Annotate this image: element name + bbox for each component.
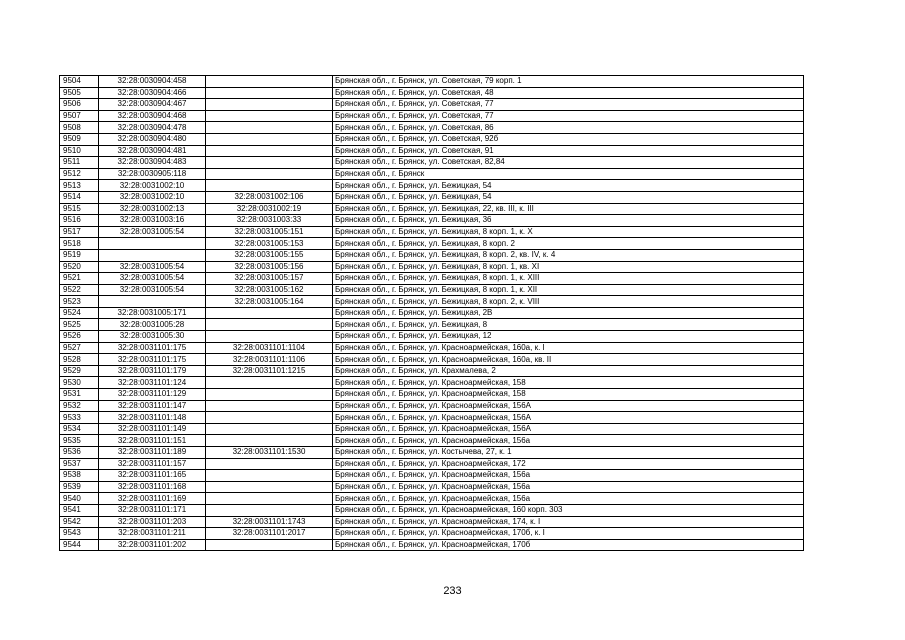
row-number-cell: 9529: [60, 365, 99, 377]
row-number-cell: 9509: [60, 133, 99, 145]
parcel-number-cell: 32:28:0030904:466: [99, 87, 206, 99]
parcel-number-cell: 32:28:0031101:211: [99, 528, 206, 540]
address-cell: Брянская обл., г. Брянск, ул. Красноармейская, 160а, к. I: [333, 342, 804, 354]
row-number-cell: 9522: [60, 284, 99, 296]
table-row: [60, 342, 804, 354]
parcel-number-cell: 32:28:0030904:467: [99, 99, 206, 111]
object-number-cell: [206, 470, 333, 482]
parcel-number-cell: 32:28:0031101:149: [99, 423, 206, 435]
object-number-cell: 32:28:0031005:162: [206, 284, 333, 296]
parcel-number-cell: 32:28:0031101:168: [99, 481, 206, 493]
row-number-cell: 9515: [60, 203, 99, 215]
parcel-number-cell: 32:28:0030904:480: [99, 133, 206, 145]
address-cell: Брянская обл., г. Брянск, ул. Бежицкая, 22, кв. III, к. III: [333, 203, 804, 215]
address-cell: Брянская обл., г. Брянск, ул. Красноармейская, 158: [333, 377, 804, 389]
parcel-number-cell: 32:28:0031101:202: [99, 539, 206, 551]
parcel-number-cell: 32:28:0031101:148: [99, 412, 206, 424]
object-number-cell: [206, 168, 333, 180]
table-row: [60, 215, 804, 227]
address-cell: Брянская обл., г. Брянск, ул. Бежицкая, 2В: [333, 307, 804, 319]
table-row: [60, 319, 804, 331]
parcel-number-cell: 32:28:0031101:171: [99, 504, 206, 516]
parcel-number-cell: 32:28:0031005:54: [99, 226, 206, 238]
table-row: [60, 203, 804, 215]
row-number-cell: 9513: [60, 180, 99, 192]
object-number-cell: [206, 458, 333, 470]
row-number-cell: 9517: [60, 226, 99, 238]
table-row: [60, 261, 804, 273]
row-number-cell: 9543: [60, 528, 99, 540]
address-cell: Брянская обл., г. Брянск, ул. Красноармейская, 174, к. I: [333, 516, 804, 528]
object-number-cell: 32:28:0031005:164: [206, 296, 333, 308]
table-row: [60, 99, 804, 111]
table-row: [60, 377, 804, 389]
row-number-cell: 9520: [60, 261, 99, 273]
parcel-number-cell: 32:28:0031101:189: [99, 447, 206, 459]
row-number-cell: 9512: [60, 168, 99, 180]
parcel-number-cell: 32:28:0031101:175: [99, 354, 206, 366]
parcel-number-cell: 32:28:0031101:151: [99, 435, 206, 447]
object-number-cell: 32:28:0031101:1530: [206, 447, 333, 459]
table-row: [60, 168, 804, 180]
address-cell: Брянская обл., г. Брянск, ул. Бежицкая, 8 корп. 2, кв. IV, к. 4: [333, 249, 804, 261]
parcel-number-cell: 32:28:0031002:10: [99, 180, 206, 192]
object-number-cell: 32:28:0031101:1106: [206, 354, 333, 366]
object-number-cell: [206, 504, 333, 516]
parcel-number-cell: 32:28:0031005:54: [99, 261, 206, 273]
parcel-number-cell: 32:28:0031101:157: [99, 458, 206, 470]
table-row: [60, 296, 804, 308]
table-row: [60, 365, 804, 377]
address-cell: Брянская обл., г. Брянск, ул. Советская, 77: [333, 99, 804, 111]
address-cell: Брянская обл., г. Брянск, ул. Бежицкая, 8 корп. 1, к. XII: [333, 284, 804, 296]
registry-table: [59, 75, 804, 551]
address-cell: Брянская обл., г. Брянск, ул. Бежицкая, 8 корп. 1, к. X: [333, 226, 804, 238]
table-row: [60, 226, 804, 238]
table-row: [60, 528, 804, 540]
object-number-cell: [206, 99, 333, 111]
object-number-cell: [206, 493, 333, 505]
address-cell: Брянская обл., г. Брянск: [333, 168, 804, 180]
row-number-cell: 9532: [60, 400, 99, 412]
row-number-cell: 9541: [60, 504, 99, 516]
address-cell: Брянская обл., г. Брянск, ул. Красноармейская, 156А: [333, 400, 804, 412]
object-number-cell: 32:28:0031005:156: [206, 261, 333, 273]
row-number-cell: 9508: [60, 122, 99, 134]
table-row: [60, 122, 804, 134]
object-number-cell: 32:28:0031005:157: [206, 273, 333, 285]
address-cell: Брянская обл., г. Брянск, ул. Советская, 77: [333, 110, 804, 122]
address-cell: Брянская обл., г. Брянск, ул. Советская, 79 корп. 1: [333, 76, 804, 88]
parcel-number-cell: 32:28:0031005:30: [99, 331, 206, 343]
object-number-cell: [206, 539, 333, 551]
address-cell: Брянская обл., г. Брянск, ул. Бежицкая, 54: [333, 191, 804, 203]
parcel-number-cell: 32:28:0031101:147: [99, 400, 206, 412]
address-cell: Брянская обл., г. Брянск, ул. Красноармейская, 170б: [333, 539, 804, 551]
parcel-number-cell: 32:28:0031101:203: [99, 516, 206, 528]
object-number-cell: [206, 110, 333, 122]
object-number-cell: 32:28:0031005:155: [206, 249, 333, 261]
parcel-number-cell: 32:28:0031003:16: [99, 215, 206, 227]
table-row: [60, 191, 804, 203]
object-number-cell: 32:28:0031003:33: [206, 215, 333, 227]
address-cell: Брянская обл., г. Брянск, ул. Советская, 91: [333, 145, 804, 157]
table-row: [60, 273, 804, 285]
row-number-cell: 9542: [60, 516, 99, 528]
row-number-cell: 9519: [60, 249, 99, 261]
row-number-cell: 9533: [60, 412, 99, 424]
object-number-cell: [206, 435, 333, 447]
table-body: [60, 76, 804, 551]
parcel-number-cell: 32:28:0031005:28: [99, 319, 206, 331]
address-cell: Брянская обл., г. Брянск, ул. Крахмалева, 2: [333, 365, 804, 377]
row-number-cell: 9511: [60, 157, 99, 169]
table-row: [60, 389, 804, 401]
row-number-cell: 9537: [60, 458, 99, 470]
row-number-cell: 9526: [60, 331, 99, 343]
row-number-cell: 9544: [60, 539, 99, 551]
row-number-cell: 9534: [60, 423, 99, 435]
object-number-cell: [206, 157, 333, 169]
parcel-number-cell: 32:28:0031002:13: [99, 203, 206, 215]
table-row: [60, 145, 804, 157]
object-number-cell: 32:28:0031005:153: [206, 238, 333, 250]
object-number-cell: [206, 331, 333, 343]
row-number-cell: 9506: [60, 99, 99, 111]
object-number-cell: [206, 400, 333, 412]
table-row: [60, 249, 804, 261]
parcel-number-cell: 32:28:0031101:175: [99, 342, 206, 354]
address-cell: Брянская обл., г. Брянск, ул. Бежицкая, 54: [333, 180, 804, 192]
object-number-cell: 32:28:0031002:19: [206, 203, 333, 215]
table-row: [60, 435, 804, 447]
table-row: [60, 307, 804, 319]
parcel-number-cell: 32:28:0030904:483: [99, 157, 206, 169]
address-cell: Брянская обл., г. Брянск, ул. Советская, 82,84: [333, 157, 804, 169]
table-row: [60, 238, 804, 250]
address-cell: Брянская обл., г. Брянск, ул. Бежицкая, 12: [333, 331, 804, 343]
object-number-cell: 32:28:0031101:1104: [206, 342, 333, 354]
table-row: [60, 157, 804, 169]
parcel-number-cell: 32:28:0031101:169: [99, 493, 206, 505]
parcel-number-cell: 32:28:0031005:171: [99, 307, 206, 319]
parcel-number-cell: 32:28:0030904:468: [99, 110, 206, 122]
address-cell: Брянская обл., г. Брянск, ул. Бежицкая, 8 корп. 2: [333, 238, 804, 250]
address-cell: Брянская обл., г. Брянск, ул. Красноармейская, 158: [333, 389, 804, 401]
row-number-cell: 9523: [60, 296, 99, 308]
parcel-number-cell: 32:28:0031101:179: [99, 365, 206, 377]
object-number-cell: [206, 180, 333, 192]
table-row: [60, 180, 804, 192]
object-number-cell: [206, 423, 333, 435]
object-number-cell: [206, 377, 333, 389]
object-number-cell: 32:28:0031005:151: [206, 226, 333, 238]
parcel-number-cell: 32:28:0031101:129: [99, 389, 206, 401]
row-number-cell: 9525: [60, 319, 99, 331]
page-number: 233: [443, 585, 462, 597]
object-number-cell: [206, 76, 333, 88]
row-number-cell: 9504: [60, 76, 99, 88]
address-cell: Брянская обл., г. Брянск, ул. Бежицкая, 8 корп. 2, к. VIII: [333, 296, 804, 308]
address-cell: Брянская обл., г. Брянск, ул. Красноармейская, 156а: [333, 470, 804, 482]
object-number-cell: [206, 133, 333, 145]
row-number-cell: 9521: [60, 273, 99, 285]
row-number-cell: 9514: [60, 191, 99, 203]
address-cell: Брянская обл., г. Брянск, ул. Красноармейская, 156а: [333, 493, 804, 505]
row-number-cell: 9524: [60, 307, 99, 319]
address-cell: Брянская обл., г. Брянск, ул. Красноармейская, 172: [333, 458, 804, 470]
address-cell: Брянская обл., г. Брянск, ул. Советская, 86: [333, 122, 804, 134]
object-number-cell: 32:28:0031101:2017: [206, 528, 333, 540]
table-row: [60, 133, 804, 145]
row-number-cell: 9516: [60, 215, 99, 227]
address-cell: Брянская обл., г. Брянск, ул. Красноармейская, 160а, кв. II: [333, 354, 804, 366]
address-cell: Брянская обл., г. Брянск, ул. Красноармейская, 160 корп. 303: [333, 504, 804, 516]
address-cell: Брянская обл., г. Брянск, ул. Бежицкая, 8 корп. 1, к. XIII: [333, 273, 804, 285]
row-number-cell: 9535: [60, 435, 99, 447]
table-row: [60, 447, 804, 459]
row-number-cell: 9540: [60, 493, 99, 505]
table-row: [60, 481, 804, 493]
table-row: [60, 284, 804, 296]
parcel-number-cell: [99, 238, 206, 250]
row-number-cell: 9518: [60, 238, 99, 250]
row-number-cell: 9530: [60, 377, 99, 389]
object-number-cell: [206, 389, 333, 401]
table-row: [60, 412, 804, 424]
parcel-number-cell: 32:28:0030904:481: [99, 145, 206, 157]
row-number-cell: 9538: [60, 470, 99, 482]
address-cell: Брянская обл., г. Брянск, ул. Бежицкая, 36: [333, 215, 804, 227]
row-number-cell: 9539: [60, 481, 99, 493]
address-cell: Брянская обл., г. Брянск, ул. Советская, 92б: [333, 133, 804, 145]
object-number-cell: 32:28:0031101:1743: [206, 516, 333, 528]
address-cell: Брянская обл., г. Брянск, ул. Бежицкая, 8: [333, 319, 804, 331]
object-number-cell: [206, 145, 333, 157]
table-row: [60, 539, 804, 551]
row-number-cell: 9507: [60, 110, 99, 122]
table-row: [60, 423, 804, 435]
parcel-number-cell: 32:28:0030904:458: [99, 76, 206, 88]
table-row: [60, 87, 804, 99]
address-cell: Брянская обл., г. Брянск, ул. Костычева, 27, к. 1: [333, 447, 804, 459]
parcel-number-cell: [99, 249, 206, 261]
row-number-cell: 9536: [60, 447, 99, 459]
object-number-cell: [206, 122, 333, 134]
object-number-cell: [206, 412, 333, 424]
row-number-cell: 9505: [60, 87, 99, 99]
object-number-cell: [206, 481, 333, 493]
address-cell: Брянская обл., г. Брянск, ул. Красноармейская, 156а: [333, 435, 804, 447]
table-row: [60, 516, 804, 528]
row-number-cell: 9528: [60, 354, 99, 366]
table-row: [60, 400, 804, 412]
table-row: [60, 331, 804, 343]
address-cell: Брянская обл., г. Брянск, ул. Красноармейская, 156А: [333, 423, 804, 435]
table-row: [60, 76, 804, 88]
object-number-cell: [206, 307, 333, 319]
parcel-number-cell: 32:28:0031101:165: [99, 470, 206, 482]
address-cell: Брянская обл., г. Брянск, ул. Бежицкая, 8 корп. 1, кв. XI: [333, 261, 804, 273]
table-row: [60, 493, 804, 505]
parcel-number-cell: 32:28:0030905:118: [99, 168, 206, 180]
parcel-number-cell: 32:28:0031002:10: [99, 191, 206, 203]
parcel-number-cell: 32:28:0031005:54: [99, 284, 206, 296]
parcel-number-cell: 32:28:0031101:124: [99, 377, 206, 389]
table-row: [60, 504, 804, 516]
table-row: [60, 110, 804, 122]
object-number-cell: [206, 87, 333, 99]
object-number-cell: 32:28:0031002:106: [206, 191, 333, 203]
object-number-cell: [206, 319, 333, 331]
row-number-cell: 9527: [60, 342, 99, 354]
table-row: [60, 354, 804, 366]
parcel-number-cell: 32:28:0030904:478: [99, 122, 206, 134]
parcel-number-cell: [99, 296, 206, 308]
address-cell: Брянская обл., г. Брянск, ул. Красноармейская, 156а: [333, 481, 804, 493]
row-number-cell: 9531: [60, 389, 99, 401]
parcel-number-cell: 32:28:0031005:54: [99, 273, 206, 285]
address-cell: Брянская обл., г. Брянск, ул. Красноармейская, 156А: [333, 412, 804, 424]
address-cell: Брянская обл., г. Брянск, ул. Красноармейская, 170б, к. I: [333, 528, 804, 540]
table-row: [60, 470, 804, 482]
object-number-cell: 32:28:0031101:1215: [206, 365, 333, 377]
row-number-cell: 9510: [60, 145, 99, 157]
address-cell: Брянская обл., г. Брянск, ул. Советская, 48: [333, 87, 804, 99]
table-row: [60, 458, 804, 470]
